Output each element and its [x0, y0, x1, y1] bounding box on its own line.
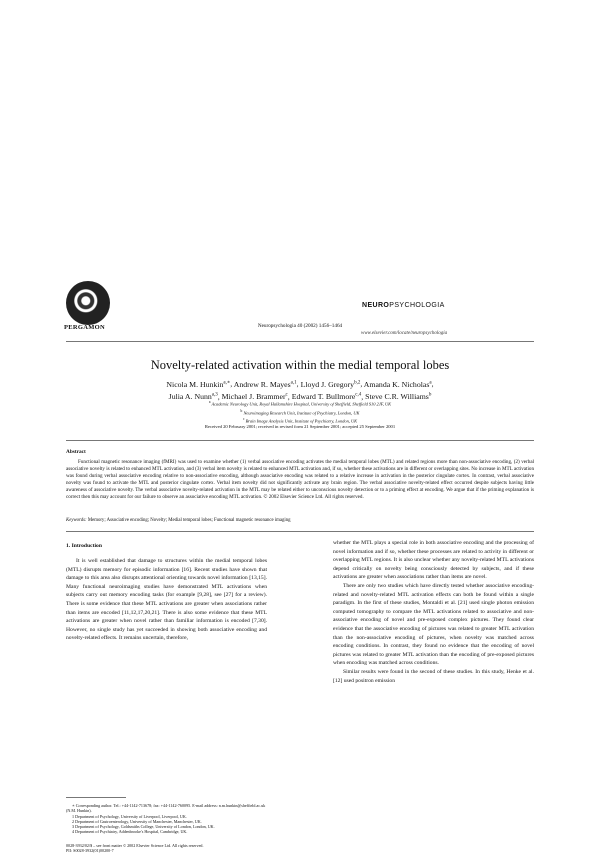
copyright-issn — [66, 843, 204, 854]
affiliation: $^a$ Academic Neurology Unit, Royal Hallamshire Hospital, University of Sheffield, Sheffield S10 2JF, UK — [208, 400, 392, 407]
paragraph: Similar results were found in the second of these studies. In this study, Henke et al. [12] used positron emission — [333, 668, 534, 684]
publisher-logo-icon — [66, 281, 110, 325]
footnotes — [66, 803, 268, 835]
author: Steve C.R. Williams$^b$ — [365, 392, 432, 402]
keywords-list: Memory; Associative encoding; Novelty; Medial temporal lobes; Functional magnetic resonance imaging — [87, 518, 291, 523]
footnote: 3 Department of Psychology, Goldsmiths College, University of London, London, UK. — [72, 824, 215, 830]
paragraph: whether the MTL plays a special role in both associative encoding and the processing of novel information and if so, whether these processes are related to activity in different or overlapping MTL regions. It is also unclear whether any novelty-related MTL activations depend critically on novelty being consciously detected by subjects, and if these activations are greater when associations rather than items are novel. — [333, 540, 534, 581]
journal-url[interactable]: www.elsevier.com/locate/neuropsychologia — [361, 331, 448, 336]
header-divider — [66, 341, 534, 342]
article-title: Novelty-related activation within the medial temporal lobes — [150, 358, 450, 372]
column-right — [333, 539, 534, 685]
journal-citation: Neuropsychologia 40 (2002) 1456–1464 — [257, 323, 343, 329]
author: Julia A. Nunn$^{a,3}$ — [168, 392, 218, 402]
publisher-name: PERGAMON — [64, 324, 106, 331]
abstract-body: Functional magnetic resonance imaging (fMRI) was used to examine whether (1) verbal associative encoding activates the medial temporal lobes (MTL) and related regions more than non-associative encoding, (2) verbal associative novelty is related to enhanced MTL activation, and (3) verbal item novelty is related to enhanced MTL activation and, if so, whether these activations are in different or overlapping sites. No increase in MTL activation was found during verbal associative encoding relative to non-associative encoding, although associative encoding was related to a relative increase in activation in the posterior cingulate cortex. In contrast, verbal associative novelty was found to activate the MTL and posterior cingulate cortex. Verbal item novelty did not significantly activate any brain region. The verbal associative novelty-related effect occurred despite subjects having little awareness of associative novelty. The verbal associative novelty-related activation in the MTL may be related either to unconscious novelty detection or to a priming effect at encoding. We argue that if the priming explanation is correct then this may account for our failure to observe an associative encoding MTL activation. © 2002 Elsevier Science Ltd. All rights reserved. — [66, 459, 534, 500]
paragraph: There are only two studies which have directly tested whether associative encoding-related and novelty-related MTL activation effects can both be found within a single paradigm. In the first of these studies, Montaldi et al. [21] used single photon emission computed tomography to compare the MTL activations related to associative and non-associative encoding of novel and pre-exposed complex pictures. They found clear evidence that the associative encoding of pictures was related to greater MTL activation than the non-associative encoding of pictures, when novelty was matched across encoding conditions. In contrast, they found no evidence that the encoding of novel pictures was related to greater MTL activation than the encoding of pre-exposed pictures when encoding was matched across conditions. — [333, 582, 534, 667]
affiliation: $^c$ Brain Image Analysis Unit, Institute of Psychiatry, London, UK — [242, 417, 358, 424]
section-heading: 1. Introduction — [66, 543, 102, 549]
authors-line-1: Nicola M. Hunkin$^{a,∗}$, Andrew R. Mayes$^{a,1}$, Lloyd J. Gregory$^{b,2}$, Amanda K. Nicholas$^a$, — [166, 379, 434, 389]
journal-name — [362, 302, 445, 309]
journal-name-suffix: PSYCHOLOGIA — [389, 302, 445, 309]
footnote: ∗ Corresponding author. Tel.: +44-1142-713678; fax: +44-1142-760095. E-mail address: n.m.hunkin@sheffield.ac.uk (N.M. Hunkin). — [66, 803, 266, 814]
issn-line: 0028-3932/02/$ – see front matter © 2002 Elsevier Science Ltd. All rights reserved. — [66, 843, 204, 848]
author: Michael J. Brammer$^c$ — [221, 392, 288, 402]
author: Andrew R. Mayes$^{a,1}$ — [233, 379, 297, 389]
footnote: 2 Department of Gastroenterology, University of Manchester, Manchester, UK. — [72, 818, 202, 824]
abstract-heading: Abstract — [66, 449, 86, 455]
author: Edward T. Bullmore$^{c,4}$ — [291, 392, 362, 402]
paragraph: It is well established that damage to structures within the medial temporal lobes (MTL) disrupts memory for episodic information [16]. Recent studies have shown that damage to this area also disrupts attentional orienting towards novel information [13,15]. Many functional neuroimaging studies have demonstrated MTL activations when subjects carry out memory encoding tasks (for example [9,28], see [27] for a review). There is some evidence that these MTL activations are greater when associations rather than items are encoded [11,12,17,20,21]. There is also some evidence that these MTL activations are greater when novel rather than familiar information is encoded [7,30]. However, no single study has yet succeeded in showing both associative encoding and novelty-related effects. It remains uncertain, therefore, — [66, 558, 267, 642]
author: Nicola M. Hunkin$^{a,∗}$ — [166, 379, 231, 389]
column-left — [66, 557, 267, 643]
received-dates: Received 20 February 2001; received in revised form 21 September 2001; accepted 25 September 2001 — [204, 424, 396, 429]
abstract-divider — [66, 440, 534, 441]
pii-line: PII: S0028-3932(01)00200-7 — [66, 848, 114, 854]
authors-line-2: Julia A. Nunn$^{a,3}$, Michael J. Brammer$^c$, Edward T. Bullmore$^{c,4}$, Steve C.R. Williams$^b$ — [168, 392, 432, 402]
footnote-divider — [66, 797, 126, 798]
author: Lloyd J. Gregory$^{b,2}$ — [300, 379, 361, 389]
keywords-divider — [66, 531, 534, 532]
author: Amanda K. Nicholas$^a$ — [363, 379, 432, 389]
footnote: 1 Department of Psychology, University of Liverpool, Liverpool, UK. — [72, 813, 187, 819]
journal-name-prefix: NEURO — [362, 302, 390, 309]
keywords-label: Keywords: — [66, 518, 87, 523]
keywords — [66, 518, 534, 523]
affiliations — [70, 399, 530, 425]
affiliation: $^b$ Neuroimaging Research Unit, Institute of Psychiatry, London, UK — [240, 408, 360, 416]
footnote: 4 Department of Psychiatry, Addenbrooke's Hospital, Cambridge, UK. — [72, 829, 188, 835]
